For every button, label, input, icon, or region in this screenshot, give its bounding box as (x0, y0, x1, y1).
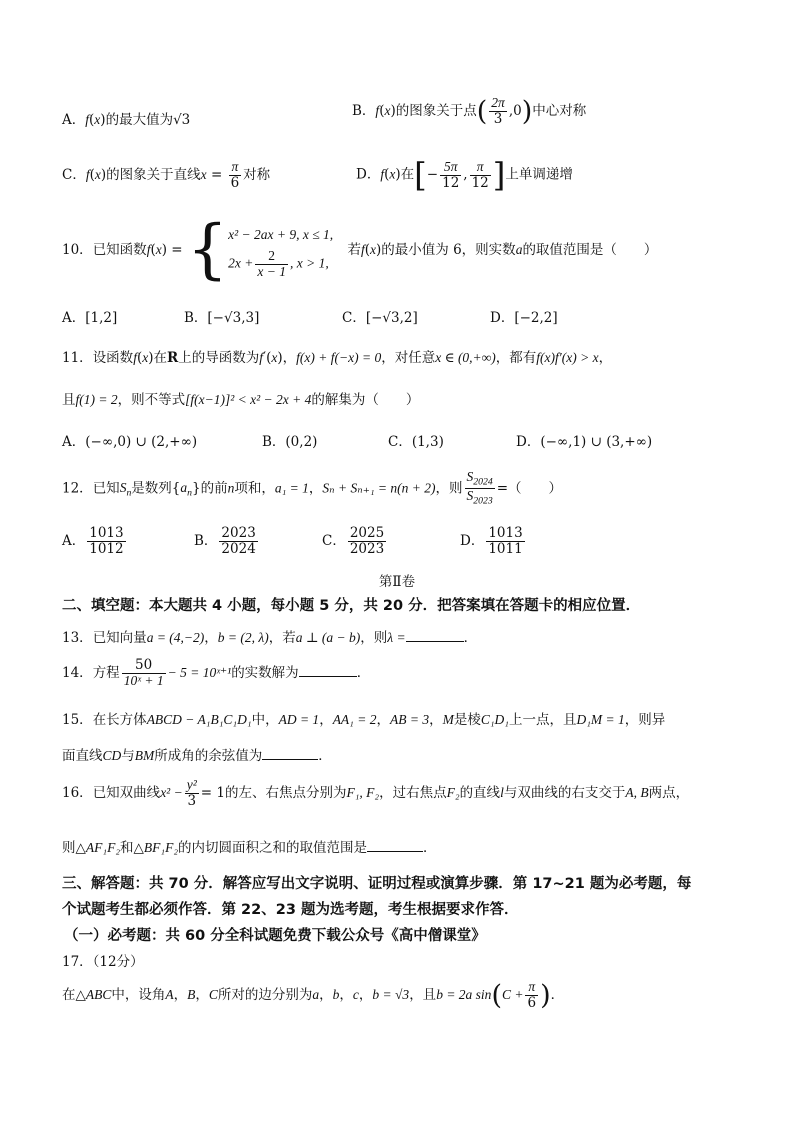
q17-header: 17．（12分） (62, 954, 144, 970)
q12-option-c: C． $\frac{2025}{2023}$ (322, 525, 385, 557)
section-2-heading: 二、填空题：本大题共 4 小题，每小题 5 分，共 20 分．把答案填在答题卡的相应位置． (62, 598, 641, 614)
q17-stem: 在△ABC中，设角A，B，C所对的边分别为a，b，c，b = √3，且b = 2a sin(C + $\frac{\pi}{6}$ )． (62, 979, 565, 1011)
q11-option-c: C．(1,3) (388, 434, 444, 450)
q16-line-2: 则△AF₁F₂和△BF₁F₂的内切圆面积之和的取值范围是 ． (62, 840, 437, 856)
q11-option-d: D．(−∞,1) ∪ (3,+∞) (516, 434, 653, 450)
q14: 14．方程 $\frac{50}{\text{10ˣ + 1}}$ − 5 = 10ˣ⁺¹的实数解为 ． (62, 657, 371, 688)
q10-option-d: D．[−2,2] (490, 310, 558, 326)
q10-option-c: C．[−√3,2] (342, 310, 418, 326)
q11-line-2: 且f(1) = 2，则不等式[f(x−1)]² < x² − 2x + 4的解集为（ ） (62, 392, 420, 408)
q10-option-b: B．[−√3,3] (184, 310, 260, 326)
q11-option-a: A．(−∞,0) ∪ (2,+∞) (62, 434, 198, 450)
q14-answer-blank[interactable] (299, 676, 357, 677)
q15-answer-blank[interactable] (262, 759, 318, 760)
q16-line-1: 16．已知双曲线x² − $\frac{\text{y²}}{3}$ = 1的左、右焦点分别为F₁, F₂，过右焦点F₂的直线l与双曲线的右支交于A, B两点， (62, 777, 690, 809)
q15-line-2: 面直线CD与BM所成角的余弦值为 ． (62, 748, 332, 764)
q9-option-a: A．f(x)的最大值为√3 (62, 112, 191, 128)
q11-option-b: B．(0,2) (262, 434, 318, 450)
q12-stem: 12．已知$S_n$是数列$\{a_n\}$的前n项和，a₁ = 1，Sₙ + Sₙ₊₁ = n(n + 2)，则 $\frac{S_{2024}}{S_{2023}}$ =（ ） (62, 469, 562, 508)
q13: 13．已知向量a = (4,−2)，b = (2, λ)，若a ⊥ (a − b)，则λ = ． (62, 630, 478, 646)
section-3-heading-line-1: 三、解答题：共 70 分．解答应写出文字说明、证明过程或演算步骤．第 17~21 题为必考题，每 (62, 876, 692, 892)
section-3-heading-line-2: 个试题考生都必须作答．第 22、23 题为选考题，考生根据要求作答． (62, 902, 519, 918)
q11-line-1: 11．设函数f(x)在R上的导函数为f′(x)，f(x) + f(−x) = 0，对任意x ∈ (0,+∞)，都有f(x)f′(x) > x， (62, 350, 613, 366)
q9-option-b: B．f(x)的图象关于点( $\frac{2\pi}{3}$ ,0)中心对称 (352, 95, 587, 127)
q16-answer-blank[interactable] (367, 851, 423, 852)
q12-option-b: B． $\frac{2023}{2024}$ (194, 525, 256, 557)
q15-line-1: 15．在长方体ABCD − A₁B₁C₁D₁中，AD = 1，AA₁ = 2，AB = 3，M是棱C₁D₁上一点，且D₁M = 1，则异 (62, 712, 666, 728)
q10-stem: 10．已知函数f(x) = { x² − 2ax + 9, x ≤ 1, 2x + $\frac{2}{x - 1}$ , x > 1, 若f(x)的最小值为 6，则实数a的取值范围是（ ） (62, 212, 658, 287)
q12-option-d: D． $\frac{1013}{1011}$ (460, 525, 523, 557)
q10-option-a: A．[1,2] (62, 310, 118, 326)
q9-option-d: D．f(x)在[− $\frac{5\pi}{12}$ , $\frac{\pi}{12}$ ]上单调递增 (356, 156, 573, 194)
q9-option-c: C．f(x)的图象关于直线x = $\frac{\pi}{6}$ 对称 (62, 159, 271, 191)
part-2-title: 第Ⅱ卷 (378, 574, 416, 590)
q12-option-a: A． $\frac{1013}{1012}$ (62, 525, 124, 557)
section-3-subheading: （一）必考题：共 60 分全科试题免费下载公众号《高中僧课堂》 (64, 928, 486, 944)
q13-answer-blank[interactable] (406, 641, 464, 642)
